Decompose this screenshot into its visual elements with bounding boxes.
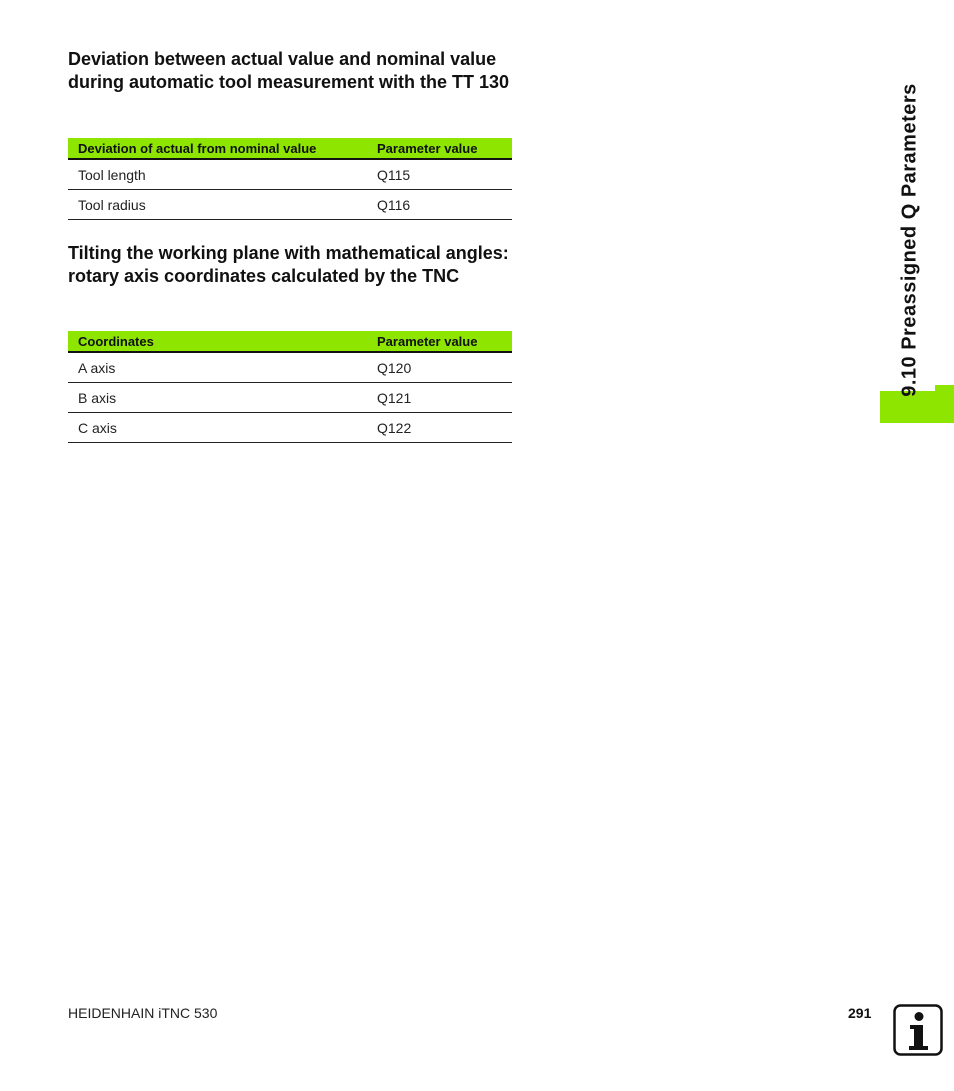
column-header-deviation: Deviation of actual from nominal value: [68, 138, 367, 159]
row-label: Tool radius: [68, 190, 367, 220]
table-header-row: [68, 331, 512, 352]
row-label: B axis: [68, 383, 367, 413]
row-parameter: Q122: [367, 413, 512, 443]
table-row: [68, 413, 512, 443]
column-header-parameter-value: Parameter value: [367, 138, 512, 159]
row-parameter: Q115: [367, 159, 512, 190]
info-icon: [893, 1004, 943, 1056]
column-header-coordinates: Coordinates: [68, 331, 367, 352]
table-row: [68, 190, 512, 220]
chapter-title-text: 9.10 Preassigned Q Parameters: [898, 83, 921, 397]
column-header-parameter-value: Parameter value: [367, 331, 512, 352]
table-row: [68, 383, 512, 413]
footer-product-name: HEIDENHAIN iTNC 530: [68, 1005, 218, 1021]
section-heading-tool-deviation: Deviation between actual value and nominal value during automatic tool measurement with the TT 130: [68, 49, 510, 92]
table-header-row: [68, 138, 512, 159]
page-number: 291: [848, 1005, 872, 1021]
row-label: Tool length: [68, 159, 367, 190]
table-row: [68, 352, 512, 383]
row-parameter: Q120: [367, 352, 512, 383]
section-heading-tilting-plane: Tilting the working plane with mathematical angles: rotary axis coordinates calculated by the TNC: [68, 243, 509, 286]
rotary-axis-coordinates-table: [68, 331, 512, 443]
row-label: A axis: [68, 352, 367, 383]
table-row: [68, 159, 512, 190]
row-parameter: Q121: [367, 383, 512, 413]
tool-deviation-table: [68, 138, 512, 220]
row-parameter: Q116: [367, 190, 512, 220]
row-label: C axis: [68, 413, 367, 443]
